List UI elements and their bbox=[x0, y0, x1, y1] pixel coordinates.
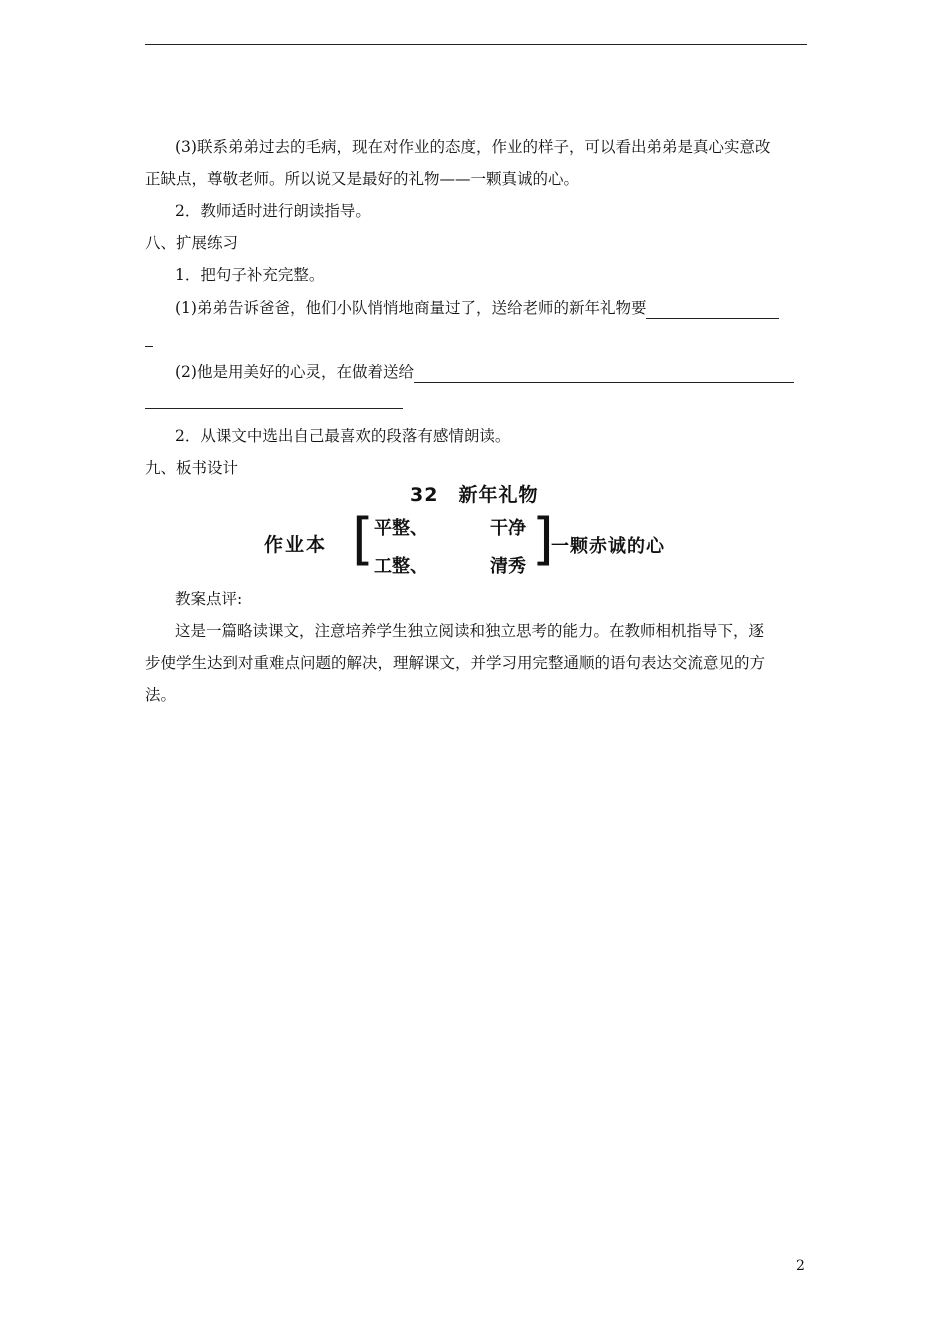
section-heading-9: 九、板书设计 bbox=[145, 459, 239, 477]
header-rule bbox=[145, 44, 807, 45]
comment-line: 法。 bbox=[145, 686, 177, 704]
board-item: 干净 bbox=[490, 518, 526, 539]
comment-line: 步使学生达到对重难点问题的解决，理解课文，并学习用完整通顺的语句表达交流意见的方 bbox=[145, 654, 766, 672]
answer-blank-continuation bbox=[145, 346, 153, 347]
answer-blank[interactable] bbox=[646, 301, 779, 319]
comment-heading: 教案点评: bbox=[175, 590, 243, 608]
fill-blank-sentence-1 bbox=[145, 297, 840, 319]
paragraph-line: 1．把句子补充完整。 bbox=[175, 266, 325, 284]
blackboard-design bbox=[262, 476, 692, 580]
answer-blank[interactable] bbox=[414, 365, 794, 383]
paragraph-line: 2．教师适时进行朗读指导。 bbox=[175, 202, 371, 220]
section-heading-8: 八、扩展练习 bbox=[145, 234, 239, 252]
sentence-text: (2)他是用美好的心灵，在做着送给 bbox=[175, 363, 414, 381]
board-title: 32 新年礼物 bbox=[410, 484, 539, 506]
page-number: 2 bbox=[796, 1258, 805, 1274]
board-item: 平整、 bbox=[374, 518, 428, 539]
paragraph-line: 正缺点，尊敬老师。所以说又是最好的礼物——一颗真诚的心。 bbox=[145, 170, 580, 188]
comment-line: 这是一篇略读课文，注意培养学生独立阅读和独立思考的能力。在教师相机指导下，逐 bbox=[175, 622, 765, 640]
sentence-text: (1)弟弟告诉爸爸，他们小队悄悄地商量过了，送给老师的新年礼物要 bbox=[175, 299, 647, 317]
fill-blank-sentence-2 bbox=[145, 361, 840, 383]
board-item: 清秀 bbox=[490, 556, 526, 577]
paragraph-line: 2．从课文中选出自己最喜欢的段落有感情朗读。 bbox=[175, 427, 511, 445]
board-left-bracket: [ bbox=[352, 507, 374, 572]
board-left-label: 作业本 bbox=[264, 534, 328, 556]
board-right-label: 一颗赤诚的心 bbox=[551, 536, 665, 557]
board-right-bracket: ] bbox=[532, 507, 554, 572]
answer-blank-continuation bbox=[145, 408, 403, 409]
paragraph-line: (3)联系弟弟过去的毛病，现在对作业的态度，作业的样子，可以看出弟弟是真心实意改 bbox=[175, 138, 771, 156]
board-item: 工整、 bbox=[374, 556, 428, 577]
